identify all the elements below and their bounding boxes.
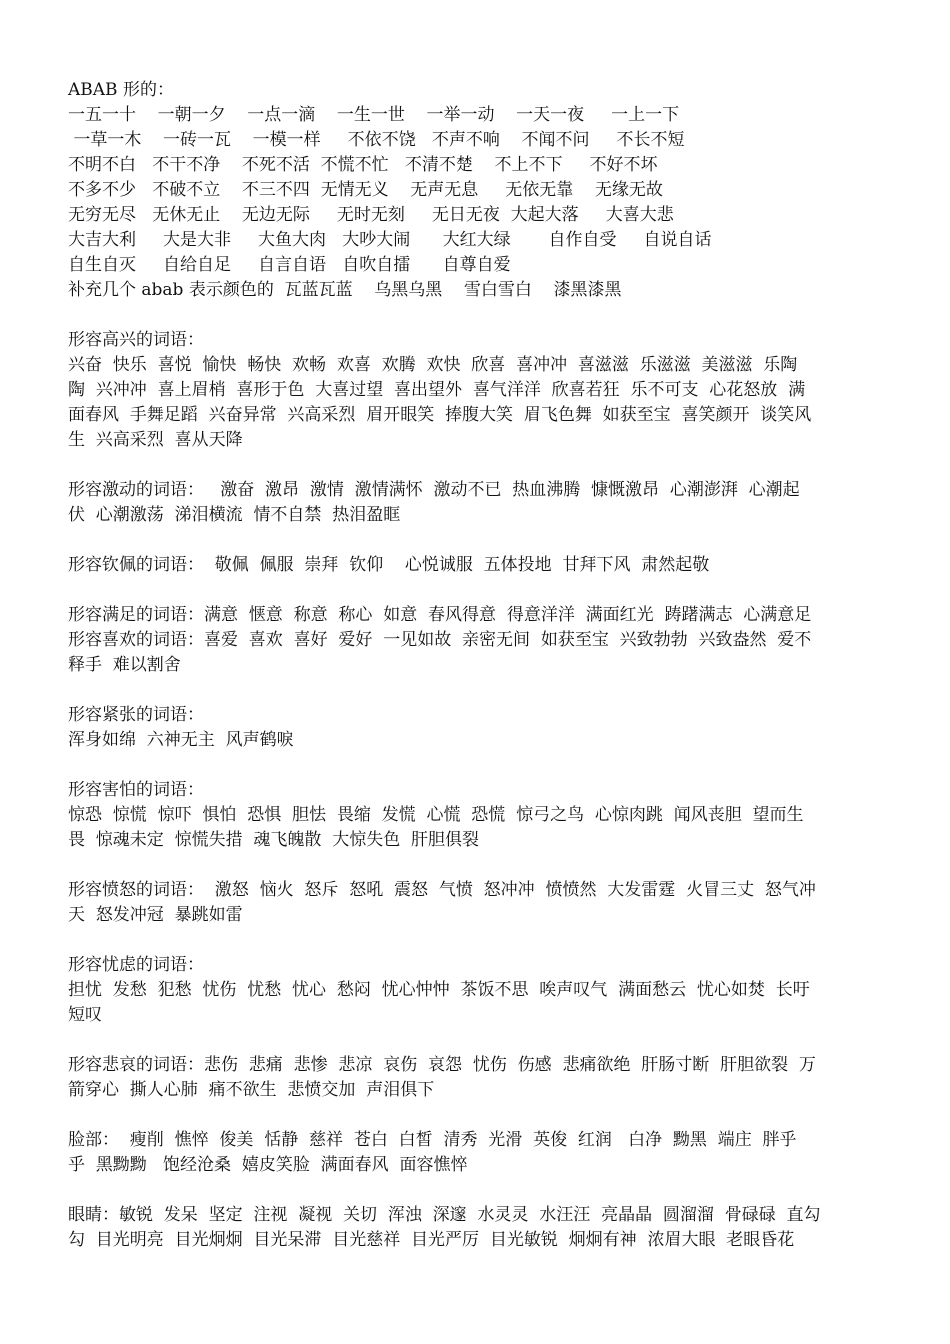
text-line: 释手 难以割舍 — [68, 655, 181, 675]
section-heading: 形容激动的词语： 激奋 激昂 激情 激情满怀 激动不已 热血沸腾 慷慨激昂 心潮澎湃 心潮起 — [68, 480, 800, 500]
text-line: 兴奋 快乐 喜悦 愉快 畅快 欢畅 欢喜 欢腾 欢快 欣喜 喜冲冲 喜滋滋 乐滋滋 美滋滋 乐陶 — [68, 355, 798, 375]
paragraph-gap — [68, 928, 888, 953]
section-heading: 形容悲哀的词语：悲伤 悲痛 悲惨 悲凉 哀伤 哀怨 忧伤 伤感 悲痛欲绝 肝肠寸断 肝胆欲裂 万 — [68, 1055, 816, 1075]
text-line: 担忧 发愁 犯愁 忧伤 忧愁 忧心 愁闷 忧心忡忡 茶饭不思 唉声叹气 满面愁云 忧心如焚 长吁 — [68, 980, 810, 1000]
text-line: 勾 目光明亮 目光炯炯 目光呆滞 目光慈祥 目光严厉 目光敏锐 炯炯有神 浓眉大眼 老眼昏花 — [68, 1230, 795, 1250]
text-line: 伏 心潮激荡 涕泪横流 情不自禁 热泪盈眶 — [68, 505, 401, 525]
paragraph-gap — [68, 1103, 888, 1128]
section-heading: 形容愤怒的词语： 激怒 恼火 怒斥 怒吼 震怒 气愤 怒冲冲 愤愤然 大发雷霆 火冒三丈 怒气冲 — [68, 880, 816, 900]
section-heading: 形容忧虑的词语： — [68, 955, 204, 975]
section-heading: ABAB 形的： — [68, 80, 174, 100]
text-line: 陶 兴冲冲 喜上眉梢 喜形于色 大喜过望 喜出望外 喜气洋洋 欣喜若狂 乐不可支 心花怒放 满 — [68, 380, 806, 400]
section-afraid — [68, 778, 888, 853]
text-line: 短叹 — [68, 1005, 102, 1025]
text-line: 浑身如绵 六神无主 风声鹤唳 — [68, 730, 294, 750]
section-heading: 形容害怕的词语： — [68, 780, 204, 800]
section-abab — [68, 78, 888, 303]
text-line: 生 兴高采烈 喜从天降 — [68, 430, 243, 450]
text-line: 补充几个 abab 表示颜色的 瓦蓝瓦蓝 乌黑乌黑 雪白雪白 漆黑漆黑 — [68, 280, 622, 300]
section-heading: 眼睛：敏锐 发呆 坚定 注视 凝视 关切 浑浊 深邃 水灵灵 水汪汪 亮晶晶 圆溜溜 骨碌碌 直勾 — [68, 1205, 821, 1225]
text-line: 箭穿心 撕人心肺 痛不欲生 悲愤交加 声泪俱下 — [68, 1080, 435, 1100]
section-eyes — [68, 1203, 888, 1253]
paragraph-gap — [68, 678, 888, 703]
paragraph-gap — [68, 528, 888, 553]
text-line: 一五一十 一朝一夕 一点一滴 一生一世 一举一动 一天一夜 一上一下 — [68, 105, 680, 125]
paragraph-gap — [68, 453, 888, 478]
text-line: 不明不白 不干不净 不死不活 不慌不忙 不清不楚 不上不下 不好不坏 — [68, 155, 658, 175]
paragraph-gap — [68, 578, 888, 603]
section-excited — [68, 478, 888, 528]
section-sad — [68, 1053, 888, 1103]
text-line: 大吉大利 大是大非 大鱼大肉 大吵大闹 大红大绿 自作自受 自说自话 — [68, 230, 712, 250]
section-admire — [68, 553, 888, 578]
paragraph-gap — [68, 753, 888, 778]
section-satisfied-like — [68, 603, 888, 678]
paragraph-gap — [68, 303, 888, 328]
section-nervous — [68, 703, 888, 753]
text-line: 一草一木 一砖一瓦 一模一样 不依不饶 不声不响 不闻不问 不长不短 — [68, 130, 685, 150]
text-line: 惊恐 惊慌 惊吓 惧怕 恐惧 胆怯 畏缩 发慌 心慌 恐慌 惊弓之鸟 心惊肉跳 闻风丧胆 望而生 — [68, 805, 804, 825]
text-line: 无穷无尽 无休无止 无边无际 无时无刻 无日无夜 大起大落 大喜大悲 — [68, 205, 674, 225]
section-heading: 形容满足的词语：满意 惬意 称意 称心 如意 春风得意 得意洋洋 满面红光 踌躇满志 心满意足 — [68, 605, 812, 625]
paragraph-gap — [68, 1178, 888, 1203]
section-heading: 形容喜欢的词语：喜爱 喜欢 喜好 爱好 一见如故 亲密无间 如获至宝 兴致勃勃 兴致盎然 爱不 — [68, 630, 812, 650]
section-heading: 形容紧张的词语： — [68, 705, 204, 725]
section-happy — [68, 328, 888, 453]
paragraph-gap — [68, 1028, 888, 1053]
text-line: 畏 惊魂未定 惊慌失措 魂飞魄散 大惊失色 肝胆俱裂 — [68, 830, 480, 850]
text-line: 乎 黑黝黝 饱经沧桑 嬉皮笑脸 满面春风 面容憔悴 — [68, 1155, 468, 1175]
paragraph-gap — [68, 853, 888, 878]
text-line: 天 怒发冲冠 暴跳如雷 — [68, 905, 243, 925]
section-heading: 形容高兴的词语： — [68, 330, 204, 350]
text-line: 面春风 手舞足蹈 兴奋异常 兴高采烈 眉开眼笑 捧腹大笑 眉飞色舞 如获至宝 喜笑颜开 谈笑风 — [68, 405, 812, 425]
text-line: 自生自灭 自给自足 自言自语 自吹自擂 自尊自爱 — [68, 255, 511, 275]
section-worried — [68, 953, 888, 1028]
section-face — [68, 1128, 888, 1178]
section-heading: 形容钦佩的词语： 敬佩 佩服 崇拜 钦仰 心悦诚服 五体投地 甘拜下风 肃然起敬 — [68, 555, 710, 575]
section-heading: 脸部： 瘦削 憔悴 俊美 恬静 慈祥 苍白 白皙 清秀 光滑 英俊 红润 白净 黝黑 端庄 胖乎 — [68, 1130, 797, 1150]
section-angry — [68, 878, 888, 928]
text-line: 不多不少 不破不立 不三不四 无情无义 无声无息 无依无靠 无缘无故 — [68, 180, 663, 200]
